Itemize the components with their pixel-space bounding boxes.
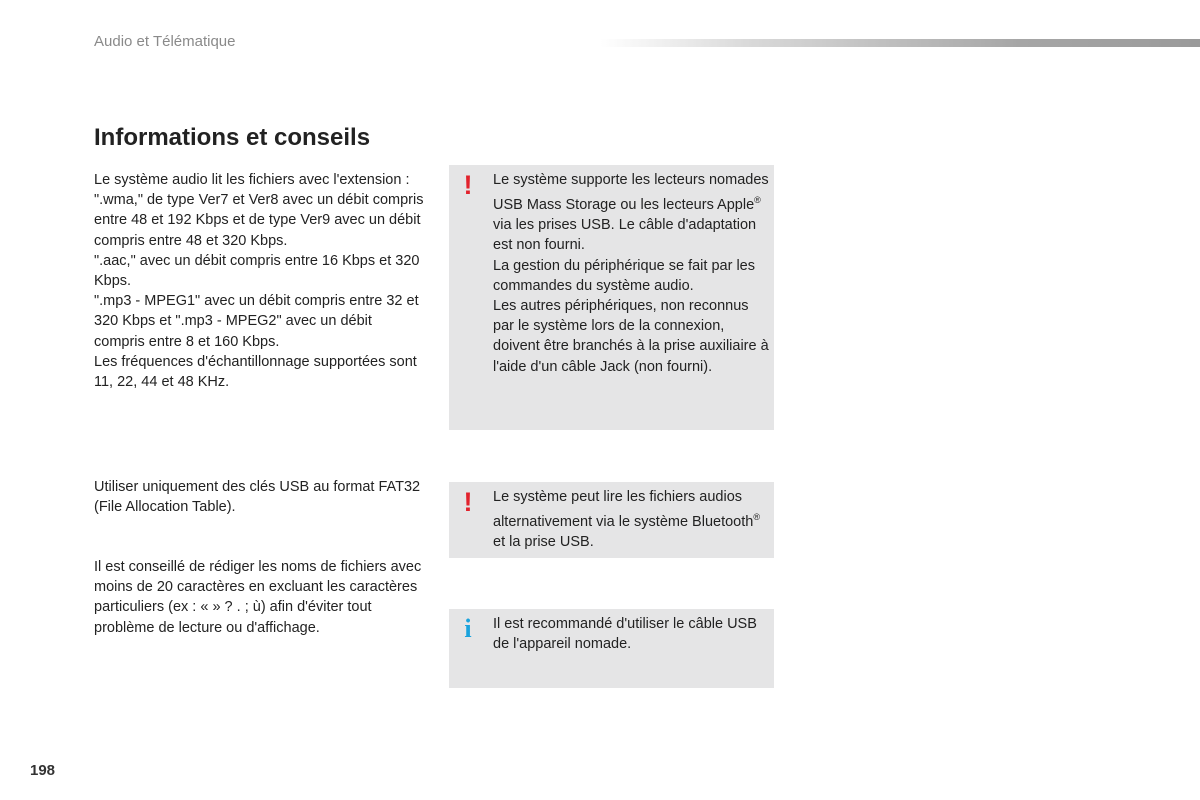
formats-mp3-text: ".mp3 - MPEG1" avec un débit compris entre 32 et 320 Kbps et ".mp3 - MPEG2" avec un débit compris entre 8 et 160 Kbps. <box>94 293 419 350</box>
filename-advice-paragraph: Il est conseillé de rédiger les noms de fichiers avec moins de 20 caractères en excluant les caractères particuliers (ex : « » ? . ; ù) afin d'éviter tout problème de lecture ou d'affichage. <box>94 559 422 636</box>
supported-formats-paragraph <box>94 170 424 392</box>
warning-exclamation-icon: ! <box>463 170 473 200</box>
sampling-rates-text: Les fréquences d'échantillonnage supportées sont 11, 22, 44 et 48 KHz. <box>94 353 417 391</box>
bluetooth-warning-box <box>449 482 774 558</box>
usb-warning-line3: Les autres périphériques, non reconnus par le système lors de la connexion, doivent être branchés à la prise auxiliaire à l'aide d'un câble Jack (non fourni). <box>493 298 769 375</box>
bluetooth-warning-text: Le système peut lire les fichiers audios alternativement via le système Bluetooth® et la prise USB. <box>493 489 760 551</box>
info-icon: i <box>464 614 472 643</box>
usb-warning-line1: Le système supporte les lecteurs nomades USB Mass Storage ou les lecteurs Apple® via les prises USB. Le câble d'adaptation est non fourni. <box>493 172 769 254</box>
usb-warning-text <box>493 170 771 377</box>
formats-intro-text: Le système audio lit les fichiers avec l'extension : <box>94 172 410 188</box>
header-gradient-rule <box>600 39 1200 47</box>
section-header-title: Audio et Télématique <box>94 33 236 50</box>
page-title: Informations et conseils <box>94 124 371 151</box>
formats-wma-text: ".wma," de type Ver7 et Ver8 avec un débit compris entre 48 et 192 Kbps et de type Ver9 avec un débit compris entre 48 et 320 Kbps. <box>94 192 424 249</box>
usb-warning-line2: La gestion du périphérique se fait par les commandes du système audio. <box>493 257 755 294</box>
warning-exclamation-icon: ! <box>463 487 473 517</box>
usb-cable-info-box <box>449 609 774 688</box>
usb-devices-warning-box <box>449 165 774 430</box>
formats-aac-text: ".aac," avec un débit compris entre 16 Kbps et 320 Kbps. <box>94 252 420 290</box>
cable-info-text: Il est recommandé d'utiliser le câble USB de l'appareil nomade. <box>493 616 757 653</box>
page-number: 198 <box>30 762 56 779</box>
usb-format-paragraph: Utiliser uniquement des clés USB au format FAT32 (File Allocation Table). <box>94 479 421 516</box>
